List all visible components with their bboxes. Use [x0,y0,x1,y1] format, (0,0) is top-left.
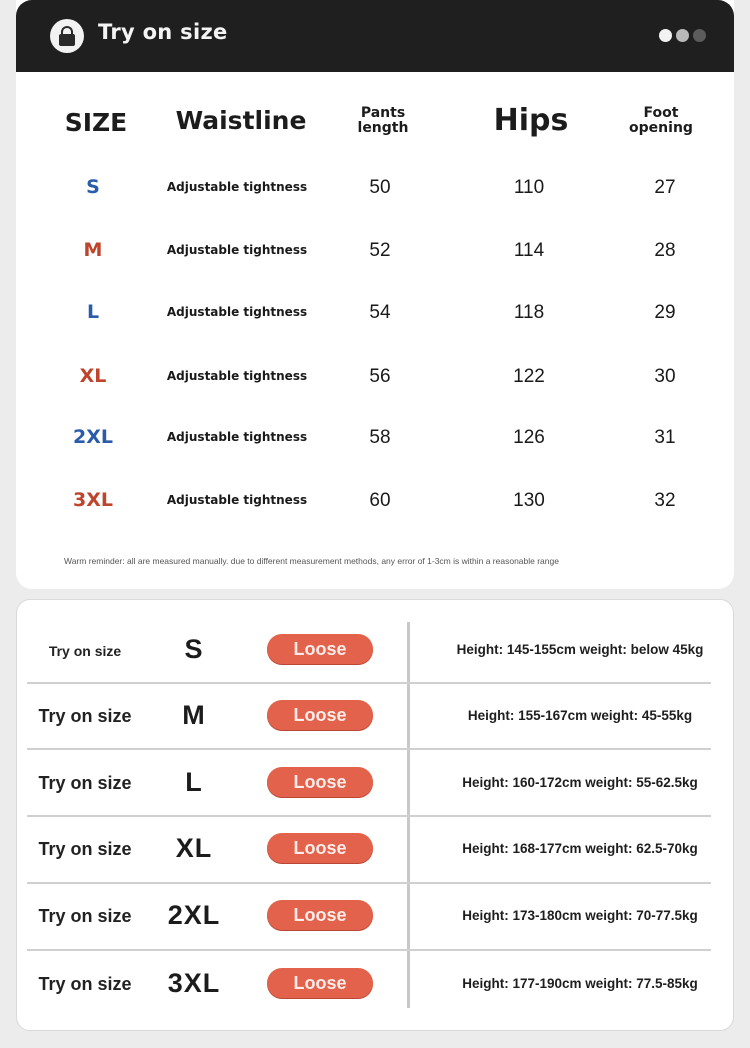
table-row [16,361,734,391]
row-divider [27,815,711,817]
try-on-label: Try on size [38,706,132,726]
foot-opening-cell: 30 [654,366,676,387]
height-weight-info: Height: 145-155cm weight: below 45kg [456,642,704,657]
lock-icon [50,19,84,53]
table-row [16,172,734,202]
hips-cell: 126 [513,427,545,448]
height-weight-info: Height: 160-172cm weight: 55-62.5kg [462,775,698,790]
table-row [16,485,734,515]
pants-length-cell: 60 [369,490,391,511]
fit-badge: Loose [267,900,373,930]
waistline-cell: Adjustable tightness [166,493,308,507]
try-on-size: S [184,634,204,664]
hips-cell: 122 [513,366,545,387]
try-on-label: Try on size [38,773,132,793]
row-divider [27,949,711,951]
dot-icon [693,29,706,42]
size-chart-card [16,0,734,589]
try-on-size: 2XL [167,900,221,930]
size-cell: 2XL [73,426,113,448]
waistline-cell: Adjustable tightness [166,430,308,444]
fit-badge: Loose [267,968,373,998]
header-hips: Hips [493,103,569,138]
try-on-label: Try on size [38,906,132,926]
foot-opening-cell: 27 [654,177,676,198]
header-pants-line1: Pants [360,105,406,121]
height-weight-info: Height: 173-180cm weight: 70-77.5kg [462,908,698,923]
table-row [16,422,734,452]
foot-opening-cell: 32 [654,490,676,511]
try-on-size: L [185,767,203,797]
row-divider [27,682,711,684]
pagination-dots [659,29,706,42]
try-on-label: Try on size [38,974,132,994]
header-size: SIZE [64,108,128,137]
try-on-label: Try on size [48,643,122,659]
foot-opening-cell: 29 [654,302,676,323]
row-divider [27,882,711,884]
pants-length-cell: 54 [369,302,391,323]
header-foot-line2: opening [629,119,693,136]
try-on-label: Try on size [38,839,132,859]
fit-badge: Loose [267,767,373,797]
waistline-cell: Adjustable tightness [166,369,308,383]
page-title: Try on size [98,20,228,44]
try-on-size: XL [175,833,213,863]
waistline-cell: Adjustable tightness [166,243,308,257]
hips-cell: 130 [513,490,545,511]
fit-badge: Loose [267,634,373,664]
dot-icon [676,29,689,42]
table-row [16,297,734,327]
hips-cell: 114 [513,240,545,261]
dot-icon [659,29,672,42]
pants-length-cell: 56 [369,366,391,387]
row-divider [27,748,711,750]
try-on-row [17,763,735,803]
try-on-row [17,964,735,1004]
table-row [16,235,734,265]
measurement-reminder: Warm reminder: all are measured manually. due to different measurement methods, any error of 1-3cm is within a reasonable range [64,556,559,566]
waistline-cell: Adjustable tightness [166,305,308,319]
height-weight-info: Height: 155-167cm weight: 45-55kg [467,708,693,723]
pants-length-cell: 58 [369,427,391,448]
size-cell: 3XL [73,489,113,511]
foot-opening-cell: 28 [654,240,676,261]
try-on-row [17,829,735,869]
header-foot-opening [620,106,702,135]
try-on-size: M [182,700,206,730]
header-pants-line2: length [357,119,409,136]
header-foot-line1: Foot [643,105,679,121]
size-cell: XL [79,365,107,387]
height-weight-info: Height: 168-177cm weight: 62.5-70kg [462,841,698,856]
size-cell: L [86,301,100,323]
waistline-cell: Adjustable tightness [166,180,308,194]
fit-badge: Loose [267,700,373,730]
try-on-row [17,630,735,670]
hips-cell: 110 [513,177,545,198]
try-on-size: 3XL [167,968,221,998]
hips-cell: 118 [513,302,545,323]
size-cell: M [83,239,103,261]
size-cell: S [86,176,100,198]
pants-length-cell: 50 [369,177,391,198]
card-header [16,0,734,72]
height-weight-info: Height: 177-190cm weight: 77.5-85kg [462,976,698,991]
header-waistline: Waistline [175,106,307,135]
pants-length-cell: 52 [369,240,391,261]
header-pants-length [346,106,420,135]
try-on-row [17,696,735,736]
try-on-card [16,599,734,1031]
try-on-row [17,896,735,936]
foot-opening-cell: 31 [654,427,676,448]
fit-badge: Loose [267,833,373,863]
